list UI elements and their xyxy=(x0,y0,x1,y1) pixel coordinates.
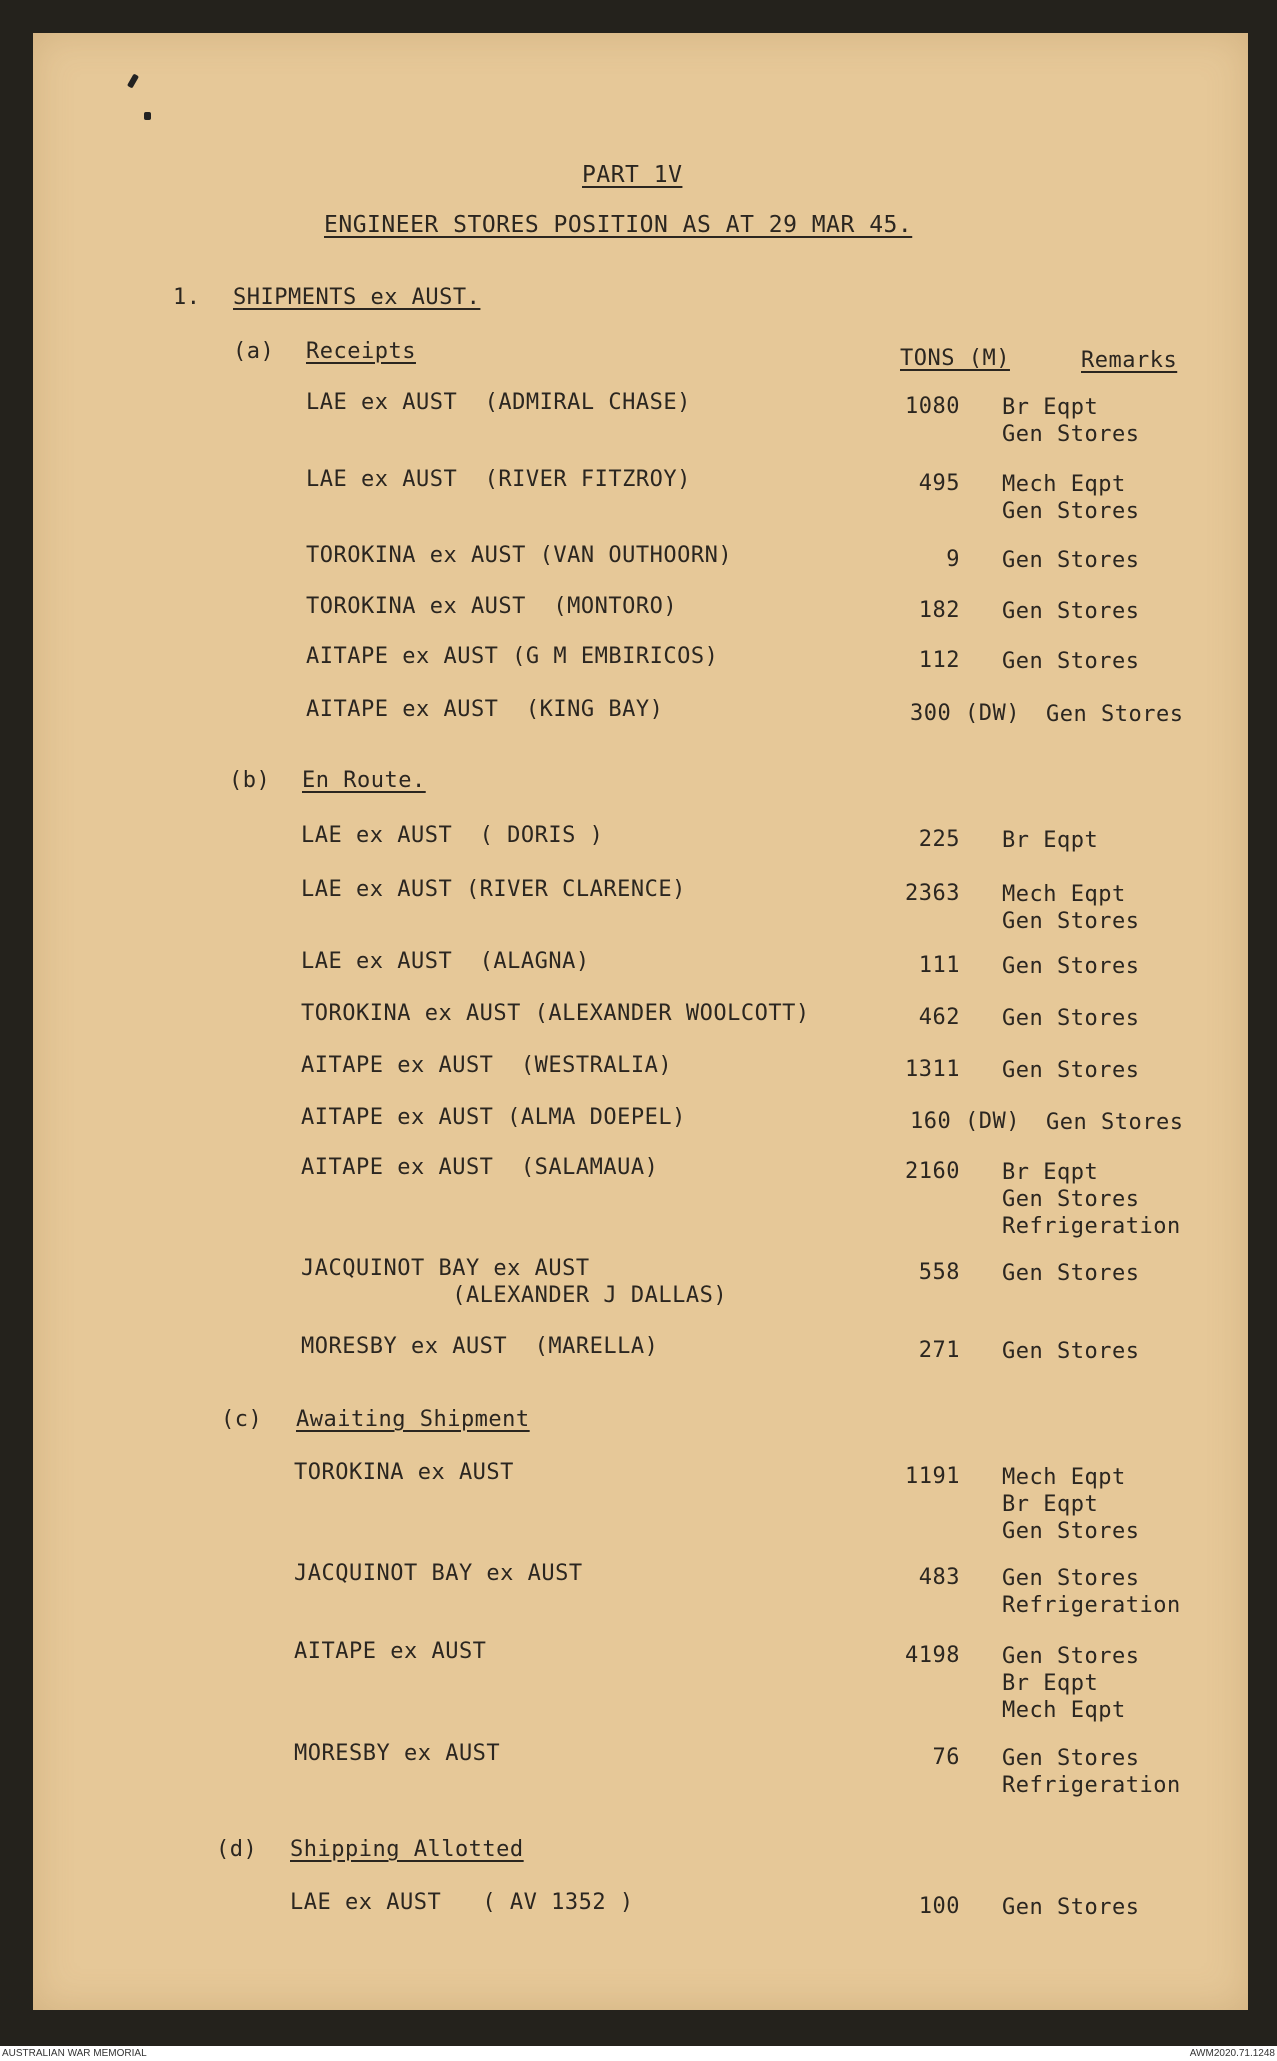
shipment-tons: 271 xyxy=(918,1338,960,1363)
shipment-remark: Gen Stores xyxy=(1046,1110,1184,1135)
shipment-tons: 225 xyxy=(918,827,960,852)
shipment-remark: Gen Stores xyxy=(1002,548,1140,573)
shipment-route: TOROKINA ex AUST (ALEXANDER WOOLCOTT) xyxy=(301,1001,810,1026)
shipment-remark: Br Eqpt xyxy=(1002,395,1099,420)
subsection-letter: (c) xyxy=(221,1407,263,1432)
shipment-route: LAE ex AUST (ALAGNA) xyxy=(301,949,590,974)
shipment-remark: Gen Stores xyxy=(1002,422,1140,447)
shipment-route: TOROKINA ex AUST xyxy=(294,1460,514,1485)
shipment-tons: 4198 xyxy=(905,1643,960,1668)
shipment-remark: Refrigeration xyxy=(1002,1773,1181,1798)
subsection-letter: (b) xyxy=(229,768,271,793)
shipment-route: AITAPE ex AUST (ALMA DOEPEL) xyxy=(301,1105,686,1130)
shipment-remark: Gen Stores xyxy=(1002,954,1140,979)
shipment-remark: Gen Stores xyxy=(1002,1339,1140,1364)
section-heading: SHIPMENTS ex AUST. xyxy=(233,285,481,310)
shipment-route: TOROKINA ex AUST (VAN OUTHOORN) xyxy=(306,543,733,568)
subsection-letter: (d) xyxy=(216,1837,258,1862)
shipment-tons: 100 xyxy=(918,1894,960,1919)
shipment-route: LAE ex AUST ( DORIS ) xyxy=(301,823,604,848)
shipment-tons: 462 xyxy=(918,1005,960,1030)
shipment-remark: Gen Stores xyxy=(1002,1058,1140,1083)
shipment-remark: Gen Stores xyxy=(1002,499,1140,524)
shipment-remark: Gen Stores xyxy=(1002,909,1140,934)
ink-mark xyxy=(144,112,151,120)
shipment-route: AITAPE ex AUST xyxy=(294,1639,487,1664)
shipment-remark: Br Eqpt xyxy=(1002,1160,1099,1185)
shipment-route: JACQUINOT BAY ex AUST xyxy=(294,1561,583,1586)
shipment-tons: 483 xyxy=(918,1565,960,1590)
shipment-remark: Refrigeration xyxy=(1002,1593,1181,1618)
shipment-remark: Gen Stores xyxy=(1002,599,1140,624)
shipment-tons: 2160 xyxy=(905,1159,960,1184)
shipment-route: LAE ex AUST (RIVER FITZROY) xyxy=(306,467,691,492)
shipment-route: AITAPE ex AUST (G M EMBIRICOS) xyxy=(306,644,719,669)
shipment-remark: Gen Stores xyxy=(1002,1519,1140,1544)
shipment-tons: 112 xyxy=(918,648,960,673)
shipment-tons: 76 xyxy=(932,1745,960,1770)
footer-institution: AUSTRALIAN WAR MEMORIAL xyxy=(2,2048,147,2059)
shipment-route: LAE ex AUST (ADMIRAL CHASE) xyxy=(306,390,691,415)
shipment-route: MORESBY ex AUST xyxy=(294,1741,501,1766)
subsection-heading: Shipping Allotted xyxy=(290,1837,524,1862)
shipment-remark: Br Eqpt xyxy=(1002,1492,1099,1517)
shipment-remark: Mech Eqpt xyxy=(1002,882,1126,907)
shipment-remark: Br Eqpt xyxy=(1002,828,1099,853)
shipment-tons: 1191 xyxy=(905,1464,960,1489)
column-header-tons: TONS (M) xyxy=(900,346,1010,371)
shipment-remark: Gen Stores xyxy=(1046,702,1184,727)
shipment-remark: Gen Stores xyxy=(1002,1006,1140,1031)
shipment-tons: 300 (DW) xyxy=(910,701,1020,726)
shipment-remark: Br Eqpt xyxy=(1002,1671,1099,1696)
shipment-route: AITAPE ex AUST (KING BAY) xyxy=(306,697,664,722)
shipment-tons: 9 xyxy=(946,547,960,572)
shipment-remark: Gen Stores xyxy=(1002,1187,1140,1212)
shipment-route: AITAPE ex AUST (WESTRALIA) xyxy=(301,1053,673,1078)
shipment-remark: Mech Eqpt xyxy=(1002,472,1126,497)
column-header-remarks: Remarks xyxy=(1081,348,1178,373)
shipment-remark: Gen Stores xyxy=(1002,1566,1140,1591)
section-number: 1. xyxy=(173,285,201,310)
shipment-route: LAE ex AUST ( AV 1352 ) xyxy=(290,1890,634,1915)
shipment-remark: Gen Stores xyxy=(1002,1644,1140,1669)
shipment-tons: 558 xyxy=(918,1260,960,1285)
subsection-heading: Awaiting Shipment xyxy=(296,1407,530,1432)
shipment-route: JACQUINOT BAY ex AUST (ALEXANDER J DALLAS) xyxy=(301,1256,728,1308)
shipment-route: TOROKINA ex AUST (MONTORO) xyxy=(306,594,678,619)
shipment-tons: 111 xyxy=(918,953,960,978)
shipment-tons: 160 (DW) xyxy=(910,1109,1020,1134)
shipment-tons: 2363 xyxy=(905,881,960,906)
shipment-remark: Gen Stores xyxy=(1002,649,1140,674)
shipment-remark: Gen Stores xyxy=(1002,1895,1140,1920)
shipment-remark: Gen Stores xyxy=(1002,1746,1140,1771)
page-title: ENGINEER STORES POSITION AS AT 29 MAR 45. xyxy=(324,212,913,238)
subsection-heading: En Route. xyxy=(302,768,426,793)
shipment-remark: Mech Eqpt xyxy=(1002,1698,1126,1723)
shipment-tons: 495 xyxy=(918,471,960,496)
shipment-remark: Mech Eqpt xyxy=(1002,1465,1126,1490)
subsection-heading: Receipts xyxy=(306,339,416,364)
footer-accession-number: AWM2020.71.1248 xyxy=(1189,2048,1275,2059)
shipment-route: AITAPE ex AUST (SALAMAUA) xyxy=(301,1155,659,1180)
subsection-letter: (a) xyxy=(233,339,275,364)
shipment-tons: 182 xyxy=(918,598,960,623)
shipment-route: MORESBY ex AUST (MARELLA) xyxy=(301,1334,659,1359)
shipment-tons: 1080 xyxy=(905,394,960,419)
shipment-route: LAE ex AUST (RIVER CLARENCE) xyxy=(301,877,686,902)
shipment-remark: Gen Stores xyxy=(1002,1261,1140,1286)
shipment-remark: Refrigeration xyxy=(1002,1214,1181,1239)
part-heading: PART 1V xyxy=(582,162,683,188)
shipment-tons: 1311 xyxy=(905,1057,960,1082)
